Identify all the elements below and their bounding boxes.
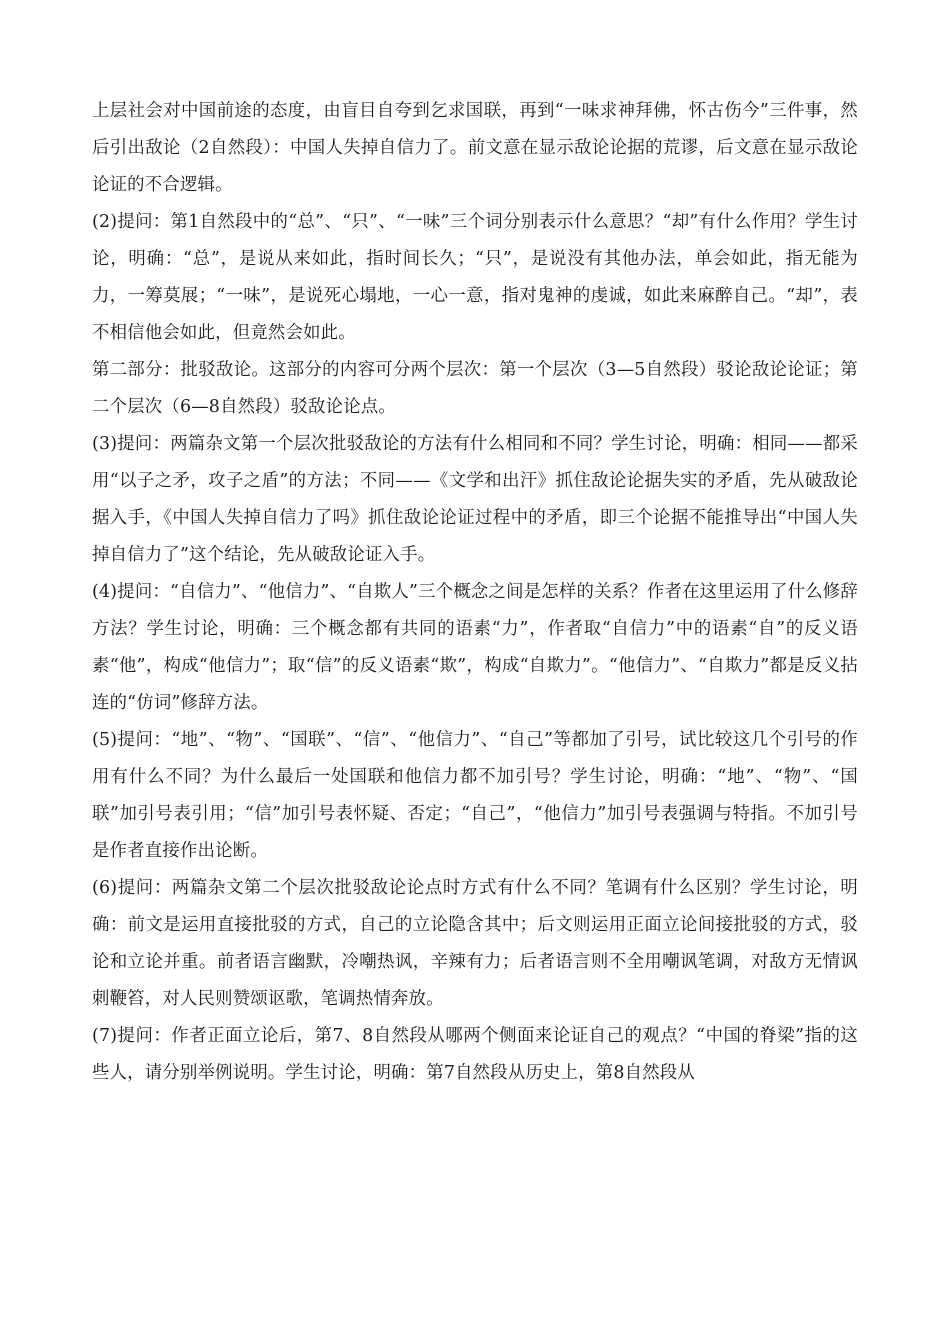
- paragraph-question-5: (5)提问：“地”、“物”、“国联”、“信”、“他信力”、“自己”等都加了引号，试比较这几个引号的作用有什么不同？为什么最后一处国联和他信力都不加引号？学生讨论，明确：“地”、“物”、“国联”加引号表引用；“信”加引号表怀疑、否定；“自己”，“他信力”加引号表强调与特指。不加引号是作者直接作出论断。: [92, 730, 858, 861]
- document-page: [92, 93, 858, 1092]
- paragraph-intro-continuation: 上层社会对中国前途的态度，由盲目自夸到乞求国联，再到“一味求神拜佛，怀古伤今”三件事，然后引出敌论（2自然段）：中国人失掉自信力了。前文意在显示敌论论据的荒谬，后文意在显示敌论论证的不合逻辑。: [92, 101, 858, 195]
- paragraph-part-two-heading: 第二部分：批驳敌论。这部分的内容可分两个层次：第一个层次（3—5自然段）驳论敌论论证；第二个层次（6—8自然段）驳敌论论点。: [92, 360, 858, 417]
- paragraph-question-6: (6)提问：两篇杂文第二个层次批驳敌论论点时方式有什么不同？笔调有什么区别？学生讨论，明确：前文是运用直接批驳的方式，自己的立论隐含其中；后文则运用正面立论间接批驳的方式，驳论和立论并重。前者语言幽默，冷嘲热讽，辛辣有力；后者语言则不全用嘲讽笔调，对敌方无情讽刺鞭笞，对人民则赞颂讴歌，笔调热情奔放。: [92, 878, 858, 1009]
- paragraph-question-3: (3)提问：两篇杂文第一个层次批驳敌论的方法有什么相同和不同？学生讨论，明确：相同——都采用“以子之矛，攻子之盾”的方法；不同——《文学和出汗》抓住敌论论据失实的矛盾，先从破敌论据入手，《中国人失掉自信力了吗》抓住敌论论证过程中的矛盾，即三个论据不能推导出“中国人失掉自信力了”这个结论，先从破敌论证入手。: [92, 434, 858, 565]
- paragraph-question-4: (4)提问：“自信力”、“他信力”、“自欺人”三个概念之间是怎样的关系？作者在这里运用了什么修辞方法？学生讨论，明确：三个概念都有共同的语素“力”，作者取“自信力”中的语素“自”的反义语素“他”，构成“他信力”；取“信”的反义语素“欺”，构成“自欺力”。“他信力”、“自欺力”都是反义拈连的“仿词”修辞方法。: [92, 582, 858, 713]
- paragraph-question-7: (7)提问：作者正面立论后，第7、8自然段从哪两个侧面来论证自己的观点？“中国的脊梁”指的这些人，请分别举例说明。学生讨论，明确：第7自然段从历史上，第8自然段从: [92, 1026, 858, 1083]
- paragraph-question-2: (2)提问：第1自然段中的“总”、“只”、“一味”三个词分别表示什么意思？“却”有什么作用？学生讨论，明确：“总”，是说从来如此，指时间长久；“只”，是说没有其他办法，单会如此，指无能为力，一筹莫展；“一味”，是说死心塌地，一心一意，指对鬼神的虔诚，如此来麻醉自己。“却”，表不相信他会如此，但竟然会如此。: [92, 212, 858, 343]
